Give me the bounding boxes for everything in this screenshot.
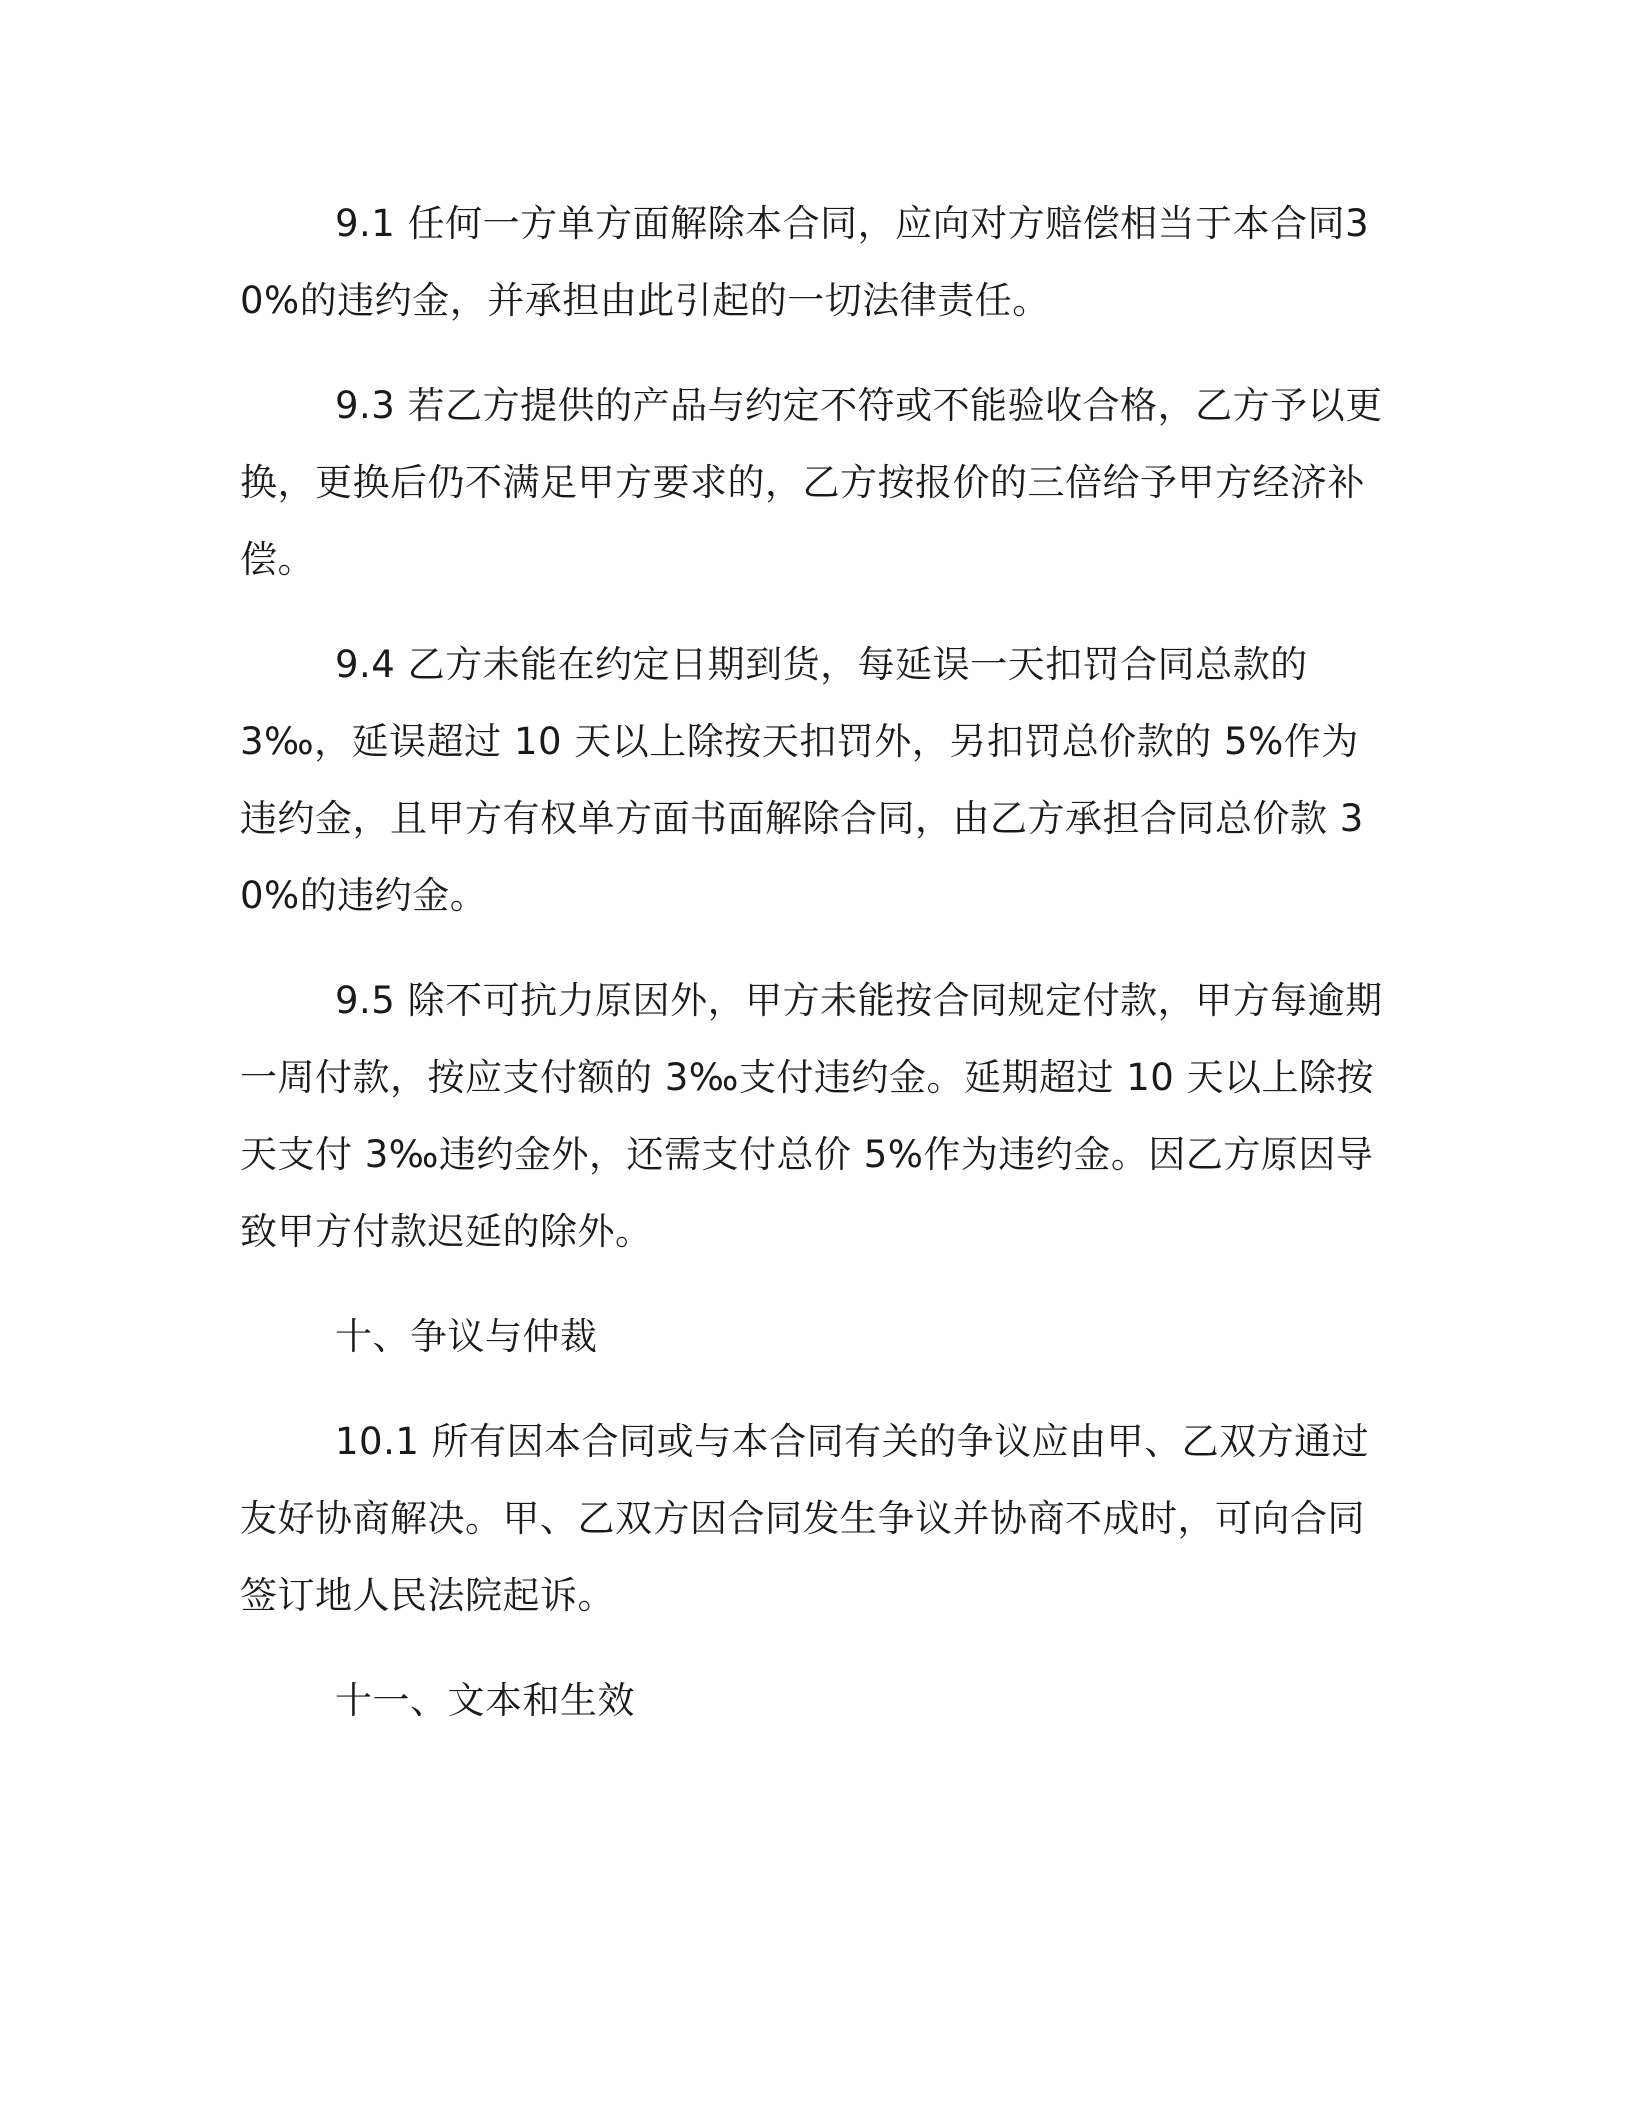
clause-9-5: 9.5 除不可抗力原因外，甲方未能按合同规定付款，甲方每逾期一周付款，按应支付额的 3‰支付违约金。延期超过 10 天以上除按天支付 3‰违约金外，还需支付总价 5%作为违约金。因乙方原因导致甲方付款迟延的除外。 <box>240 979 1383 1253</box>
section-heading-11: 十一、文本和生效 <box>335 1679 635 1722</box>
section-heading-10: 十、争议与仲裁 <box>335 1315 598 1358</box>
clause-10-1: 10.1 所有因本合同或与本合同有关的争议应由甲、乙双方通过友好协商解决。甲、乙双方因合同发生争议并协商不成时，可向合同签订地人民法院起诉。 <box>240 1420 1370 1617</box>
clause-9-4: 9.4 乙方未能在约定日期到货，每延误一天扣罚合同总款的 3‰，延误超过 10 天以上除按天扣罚外，另扣罚总价款的 5%作为违约金，且甲方有权单方面书面解除合同，由乙方承担合同总价款 30%的违约金。 <box>240 643 1364 917</box>
clause-9-1: 9.1 任何一方单方面解除本合同，应向对方赔偿相当于本合同30%的违约金，并承担由此引起的一切法律责任。 <box>240 202 1370 322</box>
clause-9-3: 9.3 若乙方提供的产品与约定不符或不能验收合格，乙方予以更换，更换后仍不满足甲方要求的，乙方按报价的三倍给予甲方经济补偿。 <box>240 384 1383 581</box>
document-body <box>240 185 1390 1767</box>
